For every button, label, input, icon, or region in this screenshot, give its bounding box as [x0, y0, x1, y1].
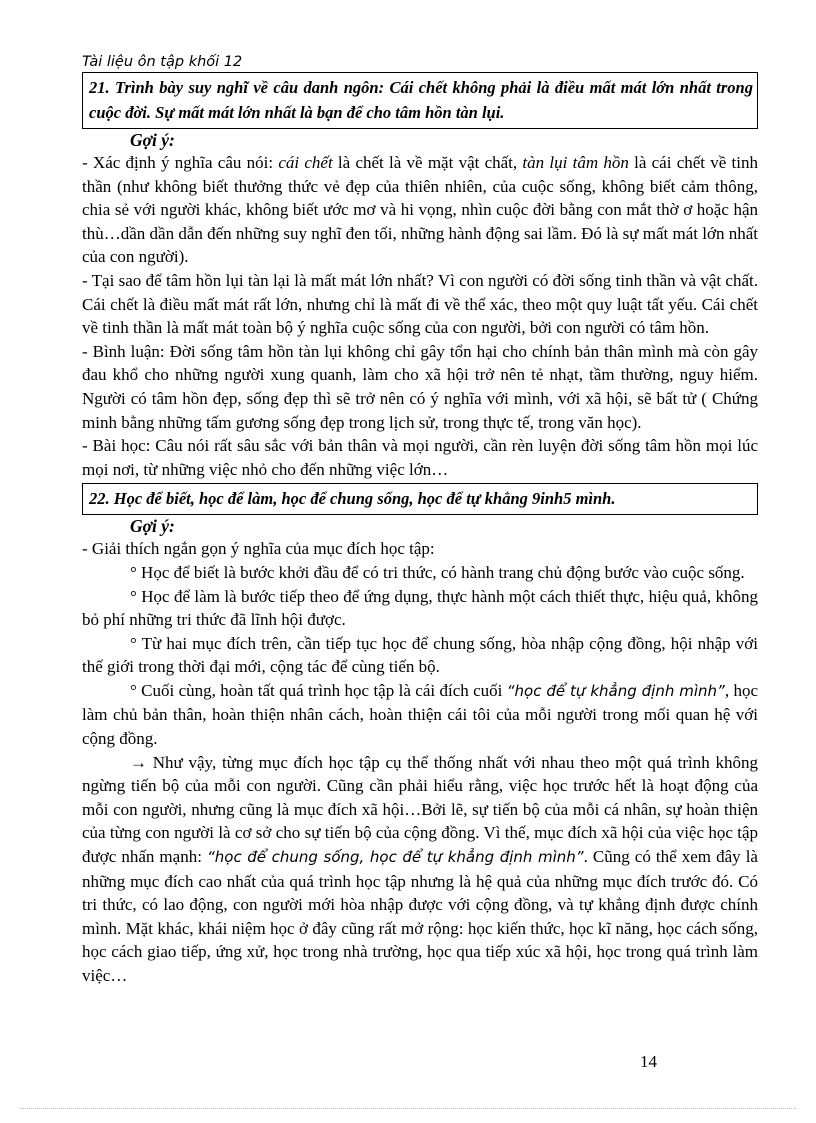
bullet-22-1: ° Học để biết là bước khởi đầu để có tri thức, có hành trang chủ động bước vào cuộc sống. [130, 562, 745, 582]
text-span: ° Cuối cùng, hoàn tất quá trình học tập là cái đích cuối [130, 680, 507, 700]
hint-label-22: Gợi ý: [130, 516, 175, 537]
page-bottom-divider [20, 1108, 796, 1109]
text-span: . Cũng có thể xem đây là những mục đích cao nhất của quá trình học tập nhưng là hệ quả của những mục đích trước đó. Có tri thức, có lao động, con người mới hòa nhập được với cộng đồng, và tự khẳng định được chính mình. Mặt khác, khái niệm học ở đây cũng rất mở rộng: học kiến thức, học kĩ năng, học cách sống, học cách giao tiếp, ứng xử, học trong nhà trường, học qua tiếp xúc xã hội, học trong quá trình làm việc… [82, 847, 758, 985]
paragraph-22-intro: - Giải thích ngắn gọn ý nghĩa của mục đích học tập: [82, 539, 435, 559]
bullet-22-2: ° Học để làm là bước tiếp theo để ứng dụng, thực hành một cách thiết thực, hiệu quả, không bỏ phí những tri thức đã lĩnh hội được. [82, 586, 758, 630]
paragraph-21-2: - Tại sao để tâm hồn lụi tàn lại là mất mát lớn nhất? Vì con người có đời sống tinh thần và vật chất. Cái chết là điều mất mát rất lớn, nhưng chỉ là mất đi về thể xác, theo một quy luật tất yếu. Cái chết về tinh thần là mất mát toàn bộ ý nghĩa cuộc sống của con người, bởi con người có tâm hồn. [82, 270, 758, 338]
conclusion-22 [82, 751, 758, 988]
paragraph-21-4: - Bài học: Câu nói rất sâu sắc với bản thân và mọi người, cần rèn luyện đời sống tâm hồn mọi lúc mọi nơi, từ những việc nhỏ cho đến những việc lớn… [82, 436, 758, 479]
question-22-title: 22. Học để biết, học để làm, học để chung sống, học để tự khẳng 9inh5 mình. [82, 483, 758, 515]
text-span: → Như vậy, từng mục đích học tập cụ thể thống nhất với nhau theo một quá trình không ngừng tiến bộ của mỗi con người. Cũng cần phải hiểu rằng, việc học trước hết là hoạt động của mỗi con người, nhưng cũng là mục đích xã hội…Bởi lẽ, sự tiến bộ của mỗi cá nhân, sự hoàn thiện của từng con người là cơ sở cho sự tiến bộ của cộng đồng. Vì thế, mục đích xã hội của việc học tập được nhấn mạnh: [82, 752, 758, 867]
text-span: là chết là về mặt vật chất, [332, 153, 523, 172]
emphasis-span: cái chết [278, 153, 333, 172]
text-span: , học làm chủ bản thân, hoàn thiện nhân cách, hoàn thiện cái tôi của mỗi người trong mối quan hệ với cộng đồng. [82, 680, 758, 749]
paragraph-21-1 [82, 151, 758, 269]
page-number: 14 [640, 1052, 657, 1071]
quote-span: “học để chung sống, học để tự khẳng định mình” [207, 848, 584, 867]
bullet-22-4 [82, 679, 758, 751]
document-page [82, 52, 758, 988]
page-header: Tài liệu ôn tập khối 12 [82, 54, 243, 70]
text-span: là cái chết về tinh thần (như không biết thưởng thức vẻ đẹp của thiên nhiên, của cuộc sống, không biết cảm thông, chia sẻ với người khác, không biết ước mơ và hi vọng, nhìn cuộc đời bằng con mắt thờ ơ hoặc hận thù…dần dần dẫn đến những suy nghĩ đen tối, những hành động sai lầm. Đó là sự mất mát lớn nhất của con người). [82, 153, 759, 267]
hint-label-21: Gợi ý: [130, 130, 175, 150]
bullet-22-3: ° Từ hai mục đích trên, cần tiếp tục học để chung sống, hòa nhập cộng đồng, hội nhập với thế giới trong thời đại mới, cộng tác để cùng tiến bộ. [82, 633, 758, 677]
quote-span: “học để tự khẳng định mình” [506, 681, 725, 700]
emphasis-span: tàn lụi tâm hồn [522, 153, 629, 172]
question-21-title: 21. Trình bày suy nghĩ về câu danh ngôn: Cái chết không phải là điều mất mát lớn nhất trong cuộc đời. Sự mất mát lớn nhất là bạn để cho tâm hồn tàn lụi. [82, 72, 758, 129]
text-span: - Xác định ý nghĩa câu nói: [82, 153, 279, 172]
paragraph-21-3: - Bình luận: Đời sống tâm hồn tàn lụi không chỉ gây tổn hại cho chính bản thân mình mà còn gây đau khổ cho những người xung quanh, làm cho xã hội trở nên tẻ nhạt, tầm thường, nguy hiểm. Người có tâm hồn đẹp, sống đẹp thì sẽ trở nên có ý nghĩa với mình, với xã hội, sẽ bất tử ( Chứng minh bằng những tấm gương sống đẹp trong lịch sử, trong thực tế, trong văn học). [82, 341, 758, 432]
